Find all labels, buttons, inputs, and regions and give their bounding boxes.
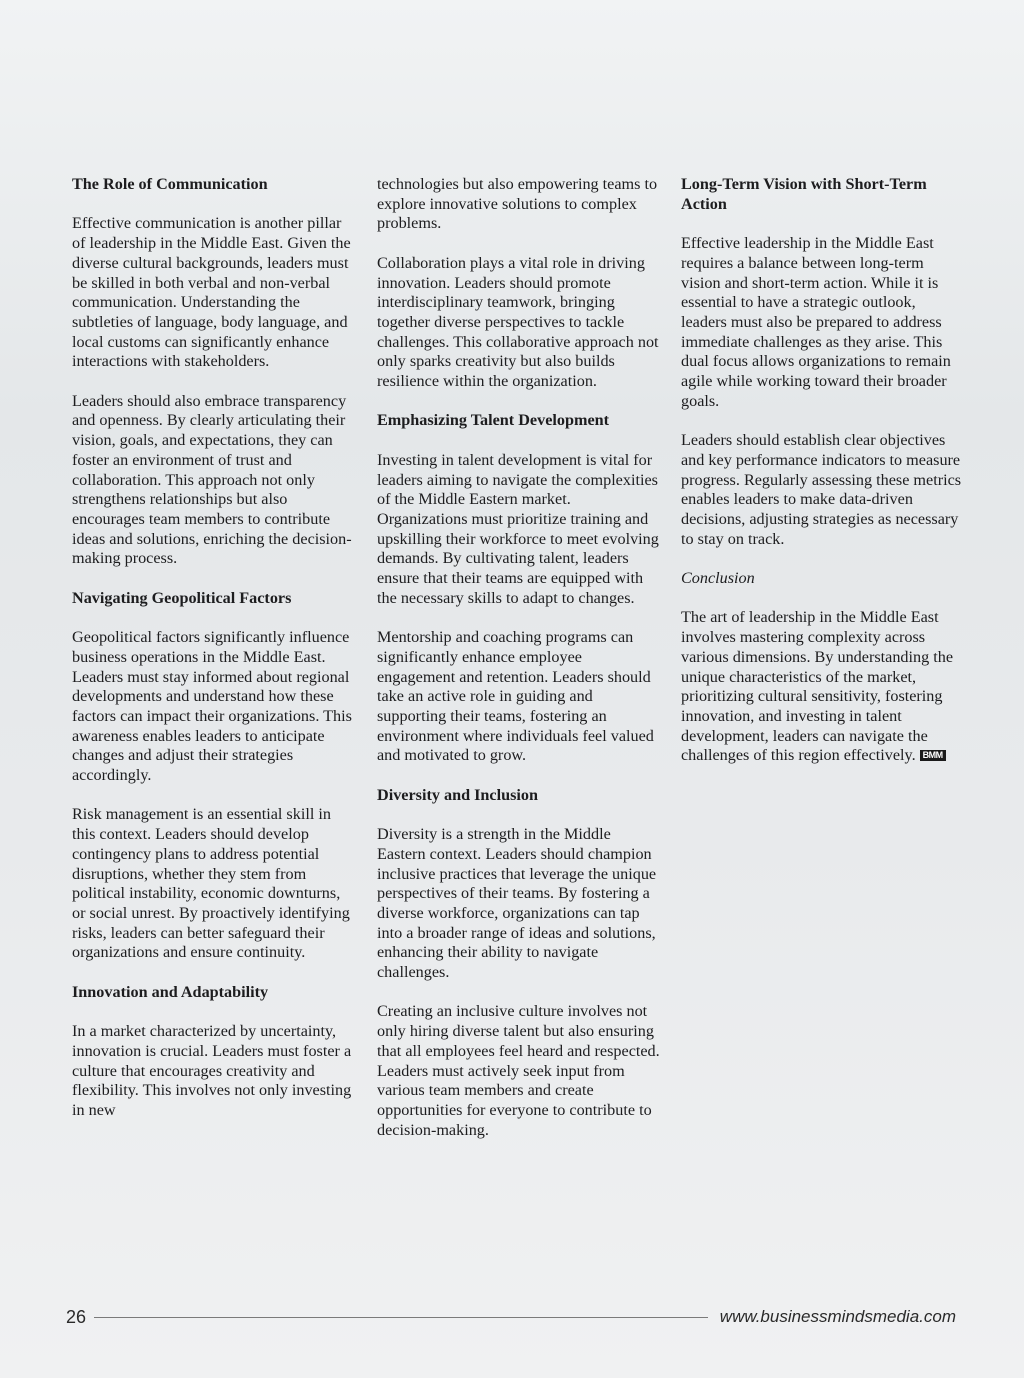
paragraph: Effective leadership in the Middle East requires a balance between long-term vision and short-term action. While it is essential to have a strategic outlook, leaders must also be prepared to address immediate challenges as they arise. This dual focus allows organizations to remain agile while working toward their broader goals. bbox=[681, 234, 951, 410]
paragraph: technologies but also empowering teams to explore innovative solutions to complex problems. bbox=[377, 175, 658, 233]
paragraph: Leaders should establish clear objectives and key performance indicators to measure progress. Regularly assessing these metrics enables leaders to make data-driven decisions, adjusting strategies as necessary to stay on track. bbox=[681, 431, 962, 548]
footer-divider bbox=[94, 1317, 708, 1318]
section-heading-diversity: Diversity and Inclusion bbox=[377, 785, 539, 804]
section-heading-conclusion: Conclusion bbox=[681, 569, 755, 588]
paragraph: Geopolitical factors significantly influence business operations in the Middle East. Leaders must stay informed about regional developments and understand how these factors can impact their organizations. This awareness enables leaders to anticipate changes and adjust their strategies accordingly. bbox=[72, 628, 352, 785]
paragraph: Risk management is an essential skill in this context. Leaders should develop contingency plans to address potential disruptions, whether they stem from political instability, economic downturns, or social unrest. By proactively identifying risks, leaders can better safeguard their organizations and ensure continuity. bbox=[72, 805, 350, 962]
paragraph: Creating an inclusive culture involves not only hiring diverse talent but also ensuring that all employees feel heard and respected. Leaders must actively seek input from various team members and create opportunities for everyone to contribute to decision-making. bbox=[377, 1002, 660, 1139]
paragraph: Investing in talent development is vital for leaders aiming to navigate the complexities of the Middle Eastern market. Organizations must prioritize training and upskilling their workforce to meet evolving demands. By cultivating talent, leaders ensure that their teams are equipped with the necessary skills to adapt to changes. bbox=[377, 450, 659, 607]
section-heading-geopolitical: Navigating Geopolitical Factors bbox=[72, 588, 292, 607]
page-number: 26 bbox=[66, 1306, 87, 1327]
paragraph: In a market characterized by uncertainty, innovation is crucial. Leaders must foster a culture that encourages creativity and flexibility. This involves not only investing in new bbox=[72, 1022, 352, 1119]
article-column-3 bbox=[681, 175, 965, 786]
website-url: www.businessmindsmedia.com bbox=[719, 1307, 956, 1326]
paragraph-conclusion bbox=[681, 608, 965, 766]
section-heading-talent: Emphasizing Talent Development bbox=[377, 411, 610, 430]
end-of-article-badge: BMM bbox=[920, 750, 946, 761]
paragraph: Mentorship and coaching programs can significantly enhance employee engagement and retention. Leaders should take an active role in guiding and supporting their teams, fostering an environment where individuals feel valued and motivated to grow. bbox=[377, 628, 654, 765]
conclusion-text: The art of leadership in the Middle East involves mastering complexity across various dimensions. By understanding the unique characteristics of the market, prioritizing cultural sensitivity, fostering innovation, and investing in talent development, leaders can navigate the challenges of this region effectively. bbox=[681, 608, 954, 765]
paragraph: Leaders should also embrace transparency and openness. By clearly articulating their vision, goals, and expectations, they can foster an environment of trust and collaboration. This approach not only strengthens relationships but also encourages team members to contribute ideas and solutions, enriching the decision-making process. bbox=[72, 391, 352, 568]
section-heading-vision: Long-Term Vision with Short-Term Action bbox=[681, 175, 927, 213]
article-column-1 bbox=[72, 175, 356, 1140]
paragraph: Collaboration plays a vital role in driving innovation. Leaders should promote interdisciplinary teamwork, bringing together diverse perspectives to tackle challenges. This collaborative approach not only sparks creativity but also builds resilience within the organization. bbox=[377, 253, 659, 391]
section-heading-communication: The Role of Communication bbox=[72, 175, 268, 193]
paragraph: Effective communication is another pillar of leadership in the Middle East. Given the diverse cultural backgrounds, leaders must be skilled in both verbal and non-verbal communication. Understanding the subtleties of language, body language, and local customs can significantly enhance interactions with stakeholders. bbox=[72, 214, 351, 371]
article-column-2 bbox=[377, 175, 661, 1160]
paragraph: Diversity is a strength in the Middle Eastern context. Leaders should champion inclusive practices that leverage the unique perspectives of their teams. By fostering a diverse workforce, organizations can tap into a broader range of ideas and solutions, enhancing their ability to navigate challenges. bbox=[377, 825, 657, 982]
page-footer bbox=[66, 1305, 956, 1329]
section-heading-innovation: Innovation and Adaptability bbox=[72, 982, 269, 1001]
